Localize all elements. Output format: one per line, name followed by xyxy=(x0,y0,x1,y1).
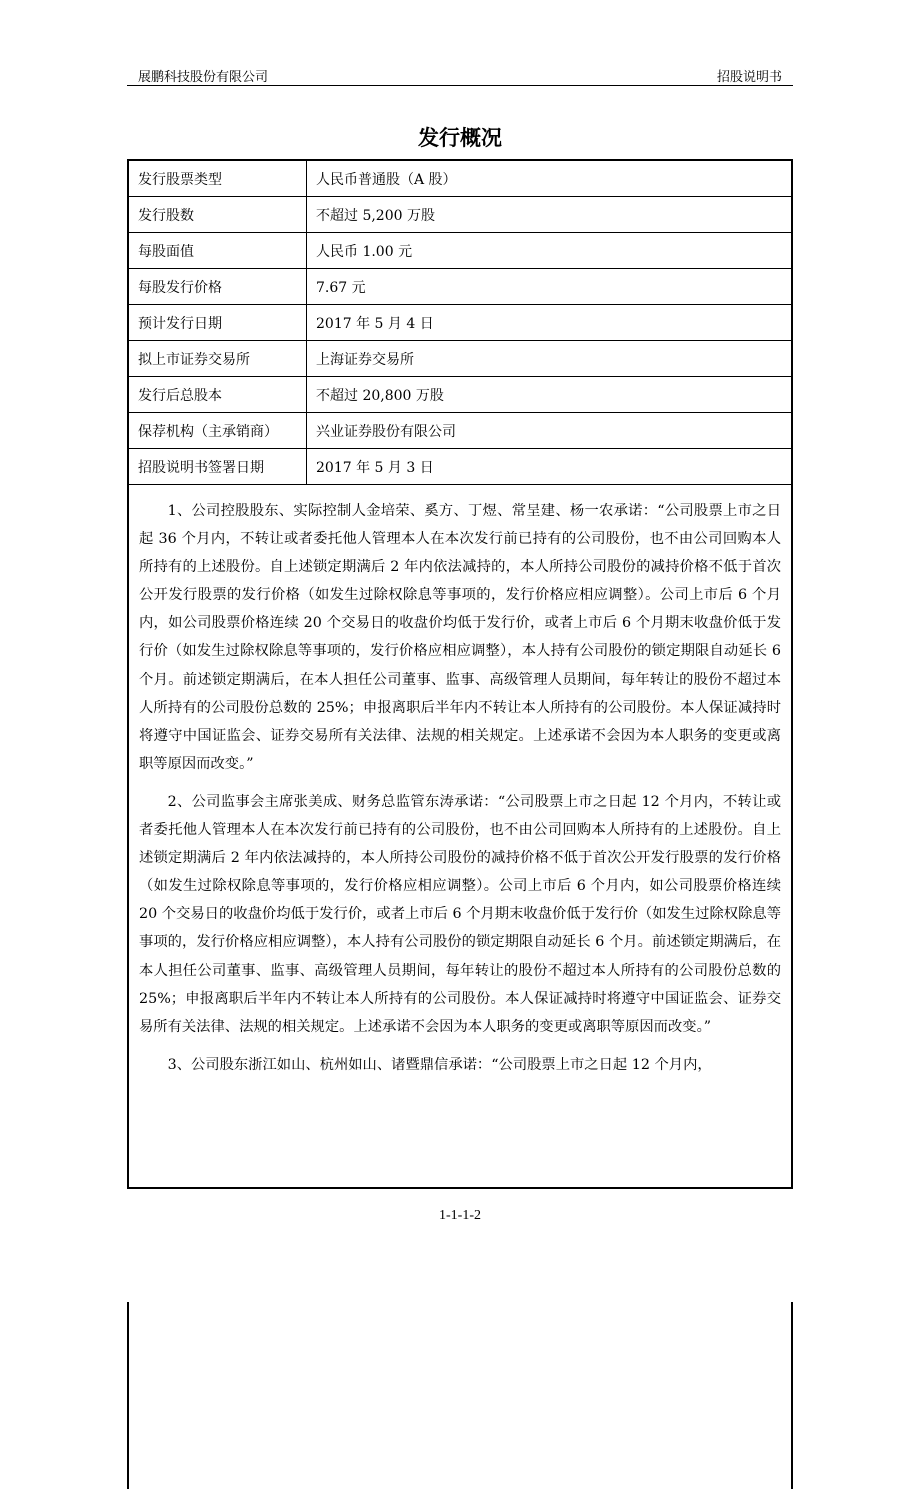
header-company: 展鹏科技股份有限公司 xyxy=(138,70,269,85)
table-row xyxy=(129,269,791,305)
commitment-paragraph-2: 2、公司监事会主席张美成、财务总监管东涛承诺：“公司股票上市之日起 12 个月内，不转让或者委托他人管理本人在本次发行前已持有的公司股份，也不由公司回购本人所持有的上述股份。自上述锁定期满后 2 年内依法减持的，本人所持公司股份的减持价格不低于首次公开发行股票的发行价格（如发生过除权除息等事项的，发行价格应相应调整）。公司上市后 6 个月内，如公司股票价格连续 20 个交易日的收盘价均低于发行价，或者上市后 6 个月期末收盘价低于发行价（如发生过除权除息等事项的，发行价格应相应调整），本人持有公司股份的锁定期限自动延长 6 个月。前述锁定期满后，在本人担任公司董事、监事、高级管理人员期间，每年转让的股份不超过本人所持有的公司股份总数的 25%；申报离职后半年内不转让本人所持有的公司股份。本人保证减持时将遵守中国证监会、证券交易所有关法律、法规的相关规定。上述承诺不会因为本人职务的变更或离职等原因而改变。” xyxy=(139,793,781,1035)
footer-rule xyxy=(127,1187,793,1189)
table-row xyxy=(129,197,791,233)
row-label: 保荐机构（主承销商） xyxy=(129,413,307,449)
row-label: 发行股数 xyxy=(129,197,307,233)
row-value: 不超过 20,800 万股 xyxy=(307,377,792,413)
row-label: 预计发行日期 xyxy=(129,305,307,341)
table-row xyxy=(129,233,791,269)
row-value: 2017 年 5 月 3 日 xyxy=(307,449,792,485)
page-number: 1-1-1-2 xyxy=(439,1208,481,1223)
table-row xyxy=(129,413,791,449)
commitment-paragraph-3: 3、公司股东浙江如山、杭州如山、诸暨鼎信承诺：“公司股票上市之日起 12 个月内， xyxy=(167,1056,712,1073)
row-label: 拟上市证券交易所 xyxy=(129,341,307,377)
row-value: 2017 年 5 月 4 日 xyxy=(307,305,792,341)
footer-area xyxy=(0,1189,920,1302)
offering-table xyxy=(129,161,791,485)
row-value: 7.67 元 xyxy=(307,269,792,305)
row-label: 每股面值 xyxy=(129,233,307,269)
row-value: 上海证券交易所 xyxy=(307,341,792,377)
row-value: 兴业证券股份有限公司 xyxy=(307,413,792,449)
row-label: 每股发行价格 xyxy=(129,269,307,305)
header-rule xyxy=(127,85,793,86)
table-row xyxy=(129,377,791,413)
row-label: 招股说明书签署日期 xyxy=(129,449,307,485)
row-value: 人民币普通股（A 股） xyxy=(307,161,792,197)
table-row xyxy=(129,305,791,341)
row-value: 人民币 1.00 元 xyxy=(307,233,792,269)
table-row xyxy=(129,161,791,197)
commitment-paragraph-1: 1、公司控股股东、实际控制人金培荣、奚方、丁煜、常呈建、杨一农承诺：“公司股票上市之日起 36 个月内，不转让或者委托他人管理本人在本次发行前已持有的公司股份，也不由公司回购本人所持有的上述股份。自上述锁定期满后 2 年内依法减持的，本人所持公司股份的减持价格不低于首次公开发行股票的发行价格（如发生过除权除息等事项的，发行价格应相应调整）。公司上市后 6 个月内，如公司股票价格连续 20 个交易日的收盘价均低于发行价，或者上市后 6 个月期末收盘价低于发行价（如发生过除权除息等事项的，发行价格应相应调整），本人持有公司股份的锁定期限自动延长 6 个月。前述锁定期满后，在本人担任公司董事、监事、高级管理人员期间，每年转让的股份不超过本人所持有的公司股份总数的 25%；申报离职后半年内不转让本人所持有的公司股份。本人保证减持时将遵守中国证监会、证券交易所有关法律、法规的相关规定。上述承诺不会因为本人职务的变更或离职等原因而改变。” xyxy=(139,503,781,772)
table-row xyxy=(129,449,791,485)
row-value: 不超过 5,200 万股 xyxy=(307,197,792,233)
header-doc-type: 招股说明书 xyxy=(716,70,782,85)
row-label: 发行股票类型 xyxy=(129,161,307,197)
table-row xyxy=(129,341,791,377)
row-label: 发行后总股本 xyxy=(129,377,307,413)
page-title: 发行概况 xyxy=(418,126,502,150)
